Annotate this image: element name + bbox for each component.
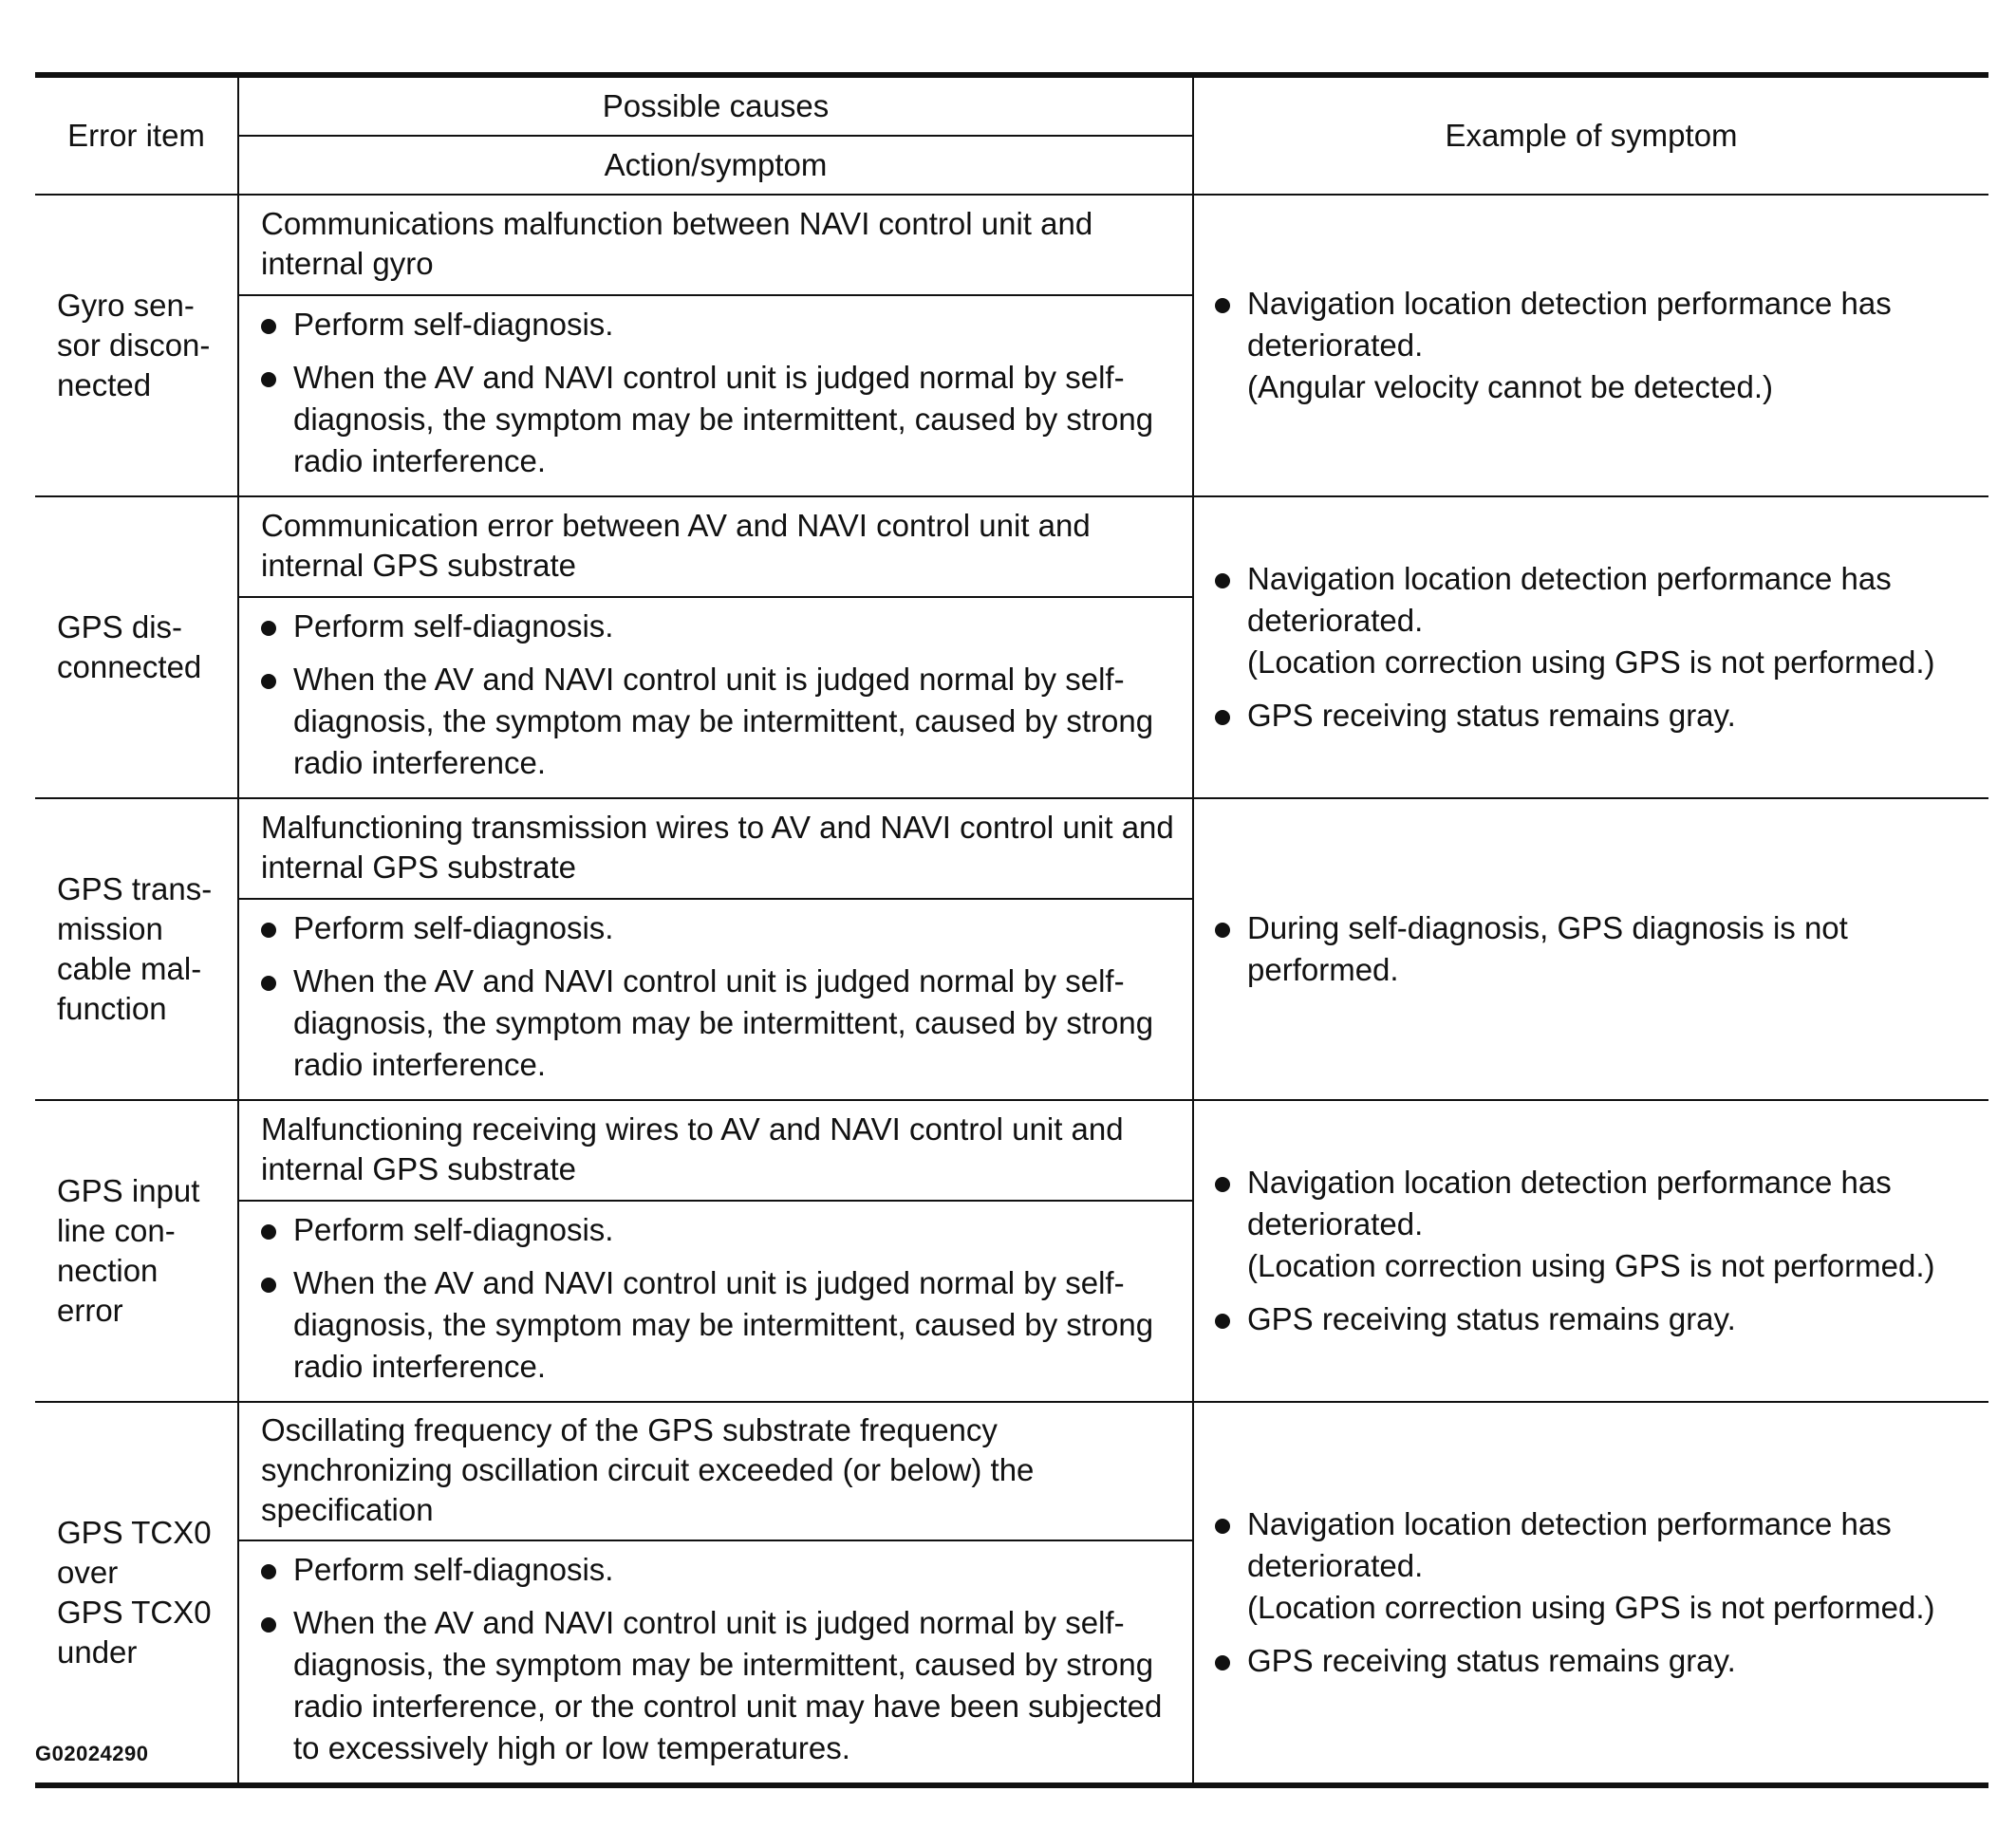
bullet-icon xyxy=(1215,710,1230,725)
example-of-symptom-cell xyxy=(1193,1402,1988,1785)
bullet-icon xyxy=(1215,573,1230,588)
action-text: When the AV and NAVI control unit is judged normal by self-diagnosis, the symptom may be intermittent, caused by strong radio interference. xyxy=(293,360,1154,478)
error-item-line: line con- xyxy=(57,1213,176,1248)
action-text: Perform self-diagnosis. xyxy=(293,307,614,342)
symptom-item xyxy=(1215,1298,1975,1340)
error-item-line: function xyxy=(57,991,167,1026)
action-list xyxy=(261,1209,1179,1388)
possible-cause-cell: Malfunctioning receiving wires to AV and NAVI control unit and internal GPS substrate xyxy=(238,1100,1193,1201)
action-text: Perform self-diagnosis. xyxy=(293,1212,614,1247)
symptom-note: (Location correction using GPS is not performed.) xyxy=(1247,644,1935,680)
action-symptom-cell xyxy=(238,597,1193,798)
symptom-item xyxy=(1215,1503,1975,1629)
bullet-icon xyxy=(1215,1519,1230,1534)
action-text: Perform self-diagnosis. xyxy=(293,608,614,644)
table-row xyxy=(35,798,1988,899)
bullet-icon xyxy=(261,319,276,334)
error-item-line: under xyxy=(57,1634,138,1670)
symptom-item xyxy=(1215,1162,1975,1287)
symptom-item xyxy=(1215,907,1975,991)
error-item-cell xyxy=(35,496,238,798)
symptom-item xyxy=(1215,283,1975,408)
bullet-icon xyxy=(261,1564,276,1579)
error-item-line: GPS dis- xyxy=(57,609,183,644)
symptom-text: GPS receiving status remains gray. xyxy=(1247,1301,1736,1336)
bullet-icon xyxy=(261,1617,276,1633)
symptom-item xyxy=(1215,1640,1975,1682)
error-item-cell xyxy=(35,195,238,496)
example-of-symptom-cell xyxy=(1193,496,1988,798)
error-item-line: GPS input xyxy=(57,1173,200,1208)
table-row xyxy=(35,496,1988,597)
diagnosis-table-container xyxy=(35,72,1988,1788)
bullet-icon xyxy=(1215,1314,1230,1329)
symptom-item xyxy=(1215,558,1975,683)
error-item-cell xyxy=(35,1402,238,1785)
symptom-list xyxy=(1215,283,1975,408)
action-list xyxy=(261,606,1179,784)
table-row xyxy=(35,1100,1988,1201)
bullet-icon xyxy=(261,976,276,991)
error-item-cell xyxy=(35,798,238,1100)
error-item-line: Gyro sen- xyxy=(57,288,195,323)
example-of-symptom-cell xyxy=(1193,1100,1988,1402)
symptom-text: GPS receiving status remains gray. xyxy=(1247,698,1736,733)
action-text: Perform self-diagnosis. xyxy=(293,910,614,945)
symptom-list xyxy=(1215,1162,1975,1340)
action-symptom-cell xyxy=(238,1201,1193,1402)
action-item xyxy=(261,659,1179,784)
error-item-line: error xyxy=(57,1293,123,1328)
action-symptom-cell xyxy=(238,899,1193,1100)
error-item-line: cable mal- xyxy=(57,951,202,986)
possible-cause-cell: Malfunctioning transmission wires to AV and NAVI control unit and internal GPS substrate xyxy=(238,798,1193,899)
bullet-icon xyxy=(261,1278,276,1293)
action-text: When the AV and NAVI control unit is judged normal by self-diagnosis, the symptom may be intermittent, caused by strong radio interference. xyxy=(293,662,1154,780)
symptom-text: Navigation location detection performance has deteriorated. xyxy=(1247,561,1892,638)
possible-cause-cell: Communications malfunction between NAVI control unit and internal gyro xyxy=(238,195,1193,295)
symptom-text: Navigation location detection performance has deteriorated. xyxy=(1247,1506,1892,1583)
possible-cause-cell: Communication error between AV and NAVI control unit and internal GPS substrate xyxy=(238,496,1193,597)
table-row xyxy=(35,195,1988,295)
symptom-text: Navigation location detection performance has deteriorated. xyxy=(1247,1165,1892,1241)
symptom-text: GPS receiving status remains gray. xyxy=(1247,1643,1736,1678)
action-list xyxy=(261,1549,1179,1769)
action-item xyxy=(261,606,1179,647)
action-list xyxy=(261,907,1179,1086)
error-item-line: sor discon- xyxy=(57,327,211,363)
figure-id: G02024290 xyxy=(35,1742,149,1765)
action-item xyxy=(261,961,1179,1086)
error-item-line: GPS TCX0 xyxy=(57,1595,212,1630)
symptom-list xyxy=(1215,558,1975,737)
bullet-icon xyxy=(1215,1655,1230,1670)
action-item xyxy=(261,1262,1179,1388)
action-text: When the AV and NAVI control unit is judged normal by self-diagnosis, the symptom may be intermittent, caused by strong radio interference. xyxy=(293,1265,1154,1384)
action-text: When the AV and NAVI control unit is judged normal by self-diagnosis, the symptom may be intermittent, caused by strong radio interference. xyxy=(293,963,1154,1082)
example-of-symptom-cell xyxy=(1193,798,1988,1100)
action-item xyxy=(261,1209,1179,1251)
error-item-line: GPS TCX0 xyxy=(57,1515,212,1550)
symptom-note: (Location correction using GPS is not performed.) xyxy=(1247,1248,1935,1283)
bullet-icon xyxy=(1215,923,1230,938)
possible-cause-cell: Oscillating frequency of the GPS substrate frequency synchronizing oscillation circuit exceeded (or below) the specification xyxy=(238,1402,1193,1540)
bullet-icon xyxy=(1215,298,1230,313)
table-row xyxy=(35,1402,1988,1540)
error-item-line: over xyxy=(57,1555,119,1590)
header-example-of-symptom: Example of symptom xyxy=(1445,118,1738,153)
error-item-line: mission xyxy=(57,911,163,946)
diagnosis-table xyxy=(35,72,1988,1788)
bullet-icon xyxy=(1215,1177,1230,1192)
action-item xyxy=(261,304,1179,345)
action-symptom-cell xyxy=(238,295,1193,496)
bullet-icon xyxy=(261,674,276,689)
bullet-icon xyxy=(261,923,276,938)
table-header xyxy=(35,75,1988,195)
action-text: When the AV and NAVI control unit is judged normal by self-diagnosis, the symptom may be intermittent, caused by strong radio interference, or the control unit may have been subjected to excessively high or low temperatures. xyxy=(293,1605,1163,1765)
bullet-icon xyxy=(261,372,276,387)
error-item-line: GPS trans- xyxy=(57,871,213,906)
symptom-text: Navigation location detection performance has deteriorated. xyxy=(1247,286,1892,363)
symptom-note: (Location correction using GPS is not performed.) xyxy=(1247,1590,1935,1625)
header-action-symptom: Action/symptom xyxy=(238,136,1193,195)
symptom-note: (Angular velocity cannot be detected.) xyxy=(1247,369,1773,404)
action-item xyxy=(261,1549,1179,1591)
symptom-item xyxy=(1215,695,1975,737)
action-symptom-cell xyxy=(238,1540,1193,1785)
example-of-symptom-cell xyxy=(1193,195,1988,496)
header-possible-causes: Possible causes xyxy=(238,75,1193,136)
error-item-cell xyxy=(35,1100,238,1402)
action-item xyxy=(261,357,1179,482)
error-item-line: connected xyxy=(57,649,202,684)
header-error-item: Error item xyxy=(35,75,238,195)
action-text: Perform self-diagnosis. xyxy=(293,1552,614,1587)
table-body xyxy=(35,195,1988,1785)
action-item xyxy=(261,907,1179,949)
symptom-text: During self-diagnosis, GPS diagnosis is not performed. xyxy=(1247,910,1848,987)
symptom-list xyxy=(1215,907,1975,991)
error-item-line: nection xyxy=(57,1253,159,1288)
action-list xyxy=(261,304,1179,482)
action-item xyxy=(261,1602,1179,1769)
symptom-list xyxy=(1215,1503,1975,1682)
bullet-icon xyxy=(261,1224,276,1240)
bullet-icon xyxy=(261,621,276,636)
error-item-line: nected xyxy=(57,367,152,402)
